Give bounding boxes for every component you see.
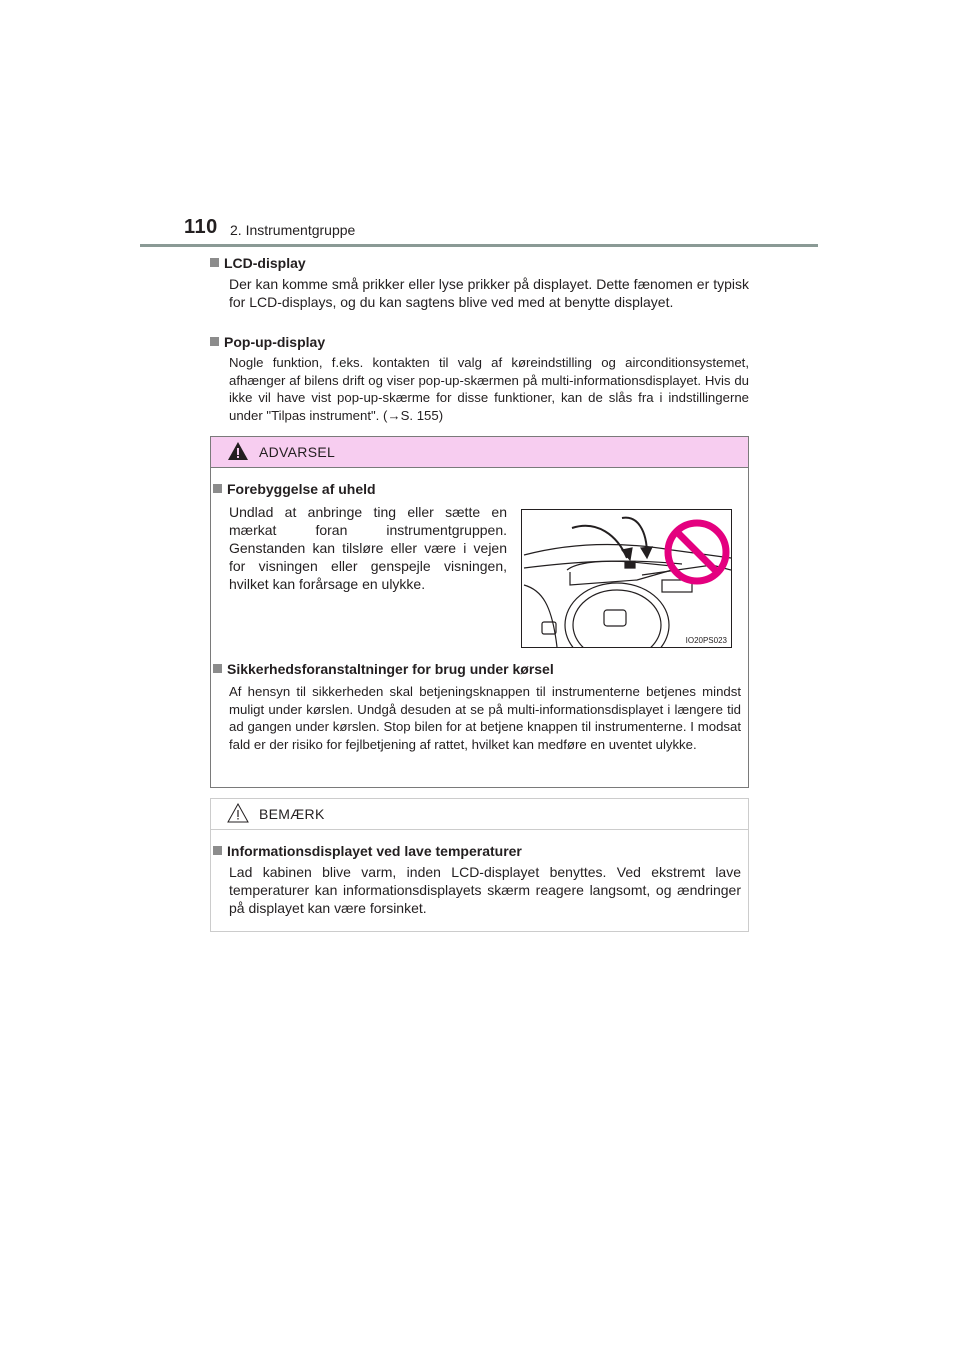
bullet-square-icon [213, 484, 222, 493]
warning-item-text: Undlad at anbringe ting eller sætte en mærkat foran instrumentgruppen. Genstanden kan tilsløre eller være i vejen for visningen eller genspejle visningen, hvilket kan forårsage en ulykke. [229, 504, 507, 592]
chapter-title: 2. Instrumentgruppe [230, 222, 356, 238]
warning-header [211, 437, 748, 468]
warning-box [210, 436, 749, 788]
note-header [211, 799, 748, 830]
warning-label: ADVARSEL [259, 444, 336, 460]
section-title-text: Pop-up-display [224, 334, 326, 350]
section-text-popup: Nogle funktion, f.eks. kontakten til valg af køreindstilling og airconditionsystemet, afhænger af bilens drift og viser pop-up-skærmen på multi-informationsdisplayet. Hvis du ikke vil have vist pop-up-skærme for disse funktioner, kan de slås fra i indstillingerne under "Tilpas instrument". (→S. 155) [229, 355, 749, 423]
bullet-square-icon [213, 846, 222, 855]
header-rule [140, 244, 818, 247]
section-title-lcd [210, 255, 306, 271]
warning-item-title [213, 661, 554, 677]
note-item-text: Lad kabinen blive varm, inden LCD-displayet benyttes. Ved ekstremt lave temperaturer kan informationsdisplayets skærm reagere langsomt, og ændringer på displayet kan være forsinket. [229, 864, 741, 916]
illustration-code: IO20PS023 [685, 636, 727, 645]
note-item-title [213, 843, 522, 859]
note-item-title-text: Informationsdisplayet ved lave temperaturer [227, 843, 522, 859]
dashboard-drawing [522, 510, 731, 647]
page-number: 110 [184, 216, 218, 238]
bullet-square-icon [213, 664, 222, 673]
note-box [210, 798, 749, 932]
section-title-text: LCD-display [224, 255, 306, 271]
bullet-square-icon [210, 337, 219, 346]
note-label: BEMÆRK [259, 806, 325, 822]
dashboard-illustration [521, 509, 732, 648]
section-text-lcd: Der kan komme små prikker eller lyse prikker på displayet. Dette fænomen er typisk for LCD-displays, og du kan sagtens blive ved med at benytte displayet. [229, 276, 749, 310]
section-title-popup [210, 334, 325, 350]
warning-item-title-text: Forebyggelse af uheld [227, 481, 376, 497]
warning-item-title-text: Sikkerhedsforanstaltninger for brug under kørsel [227, 661, 554, 677]
warning-item-title [213, 481, 376, 497]
warning-item-text: Af hensyn til sikkerheden skal betjeningsknappen til instrumenterne betjenes mindst muligt under kørslen. Undgå desuden at se på multi-informationsdisplayet i længere tid ad gangen under kørslen. Stop bilen for at betjene knappen til instrumenterne. I modsat fald er der risiko for fejlbetjening af rattet, hvilket kan medføre en uventet ulykke. [229, 684, 741, 752]
warning-triangle-icon [227, 441, 249, 461]
bullet-square-icon [210, 258, 219, 267]
caution-triangle-icon [227, 803, 249, 823]
